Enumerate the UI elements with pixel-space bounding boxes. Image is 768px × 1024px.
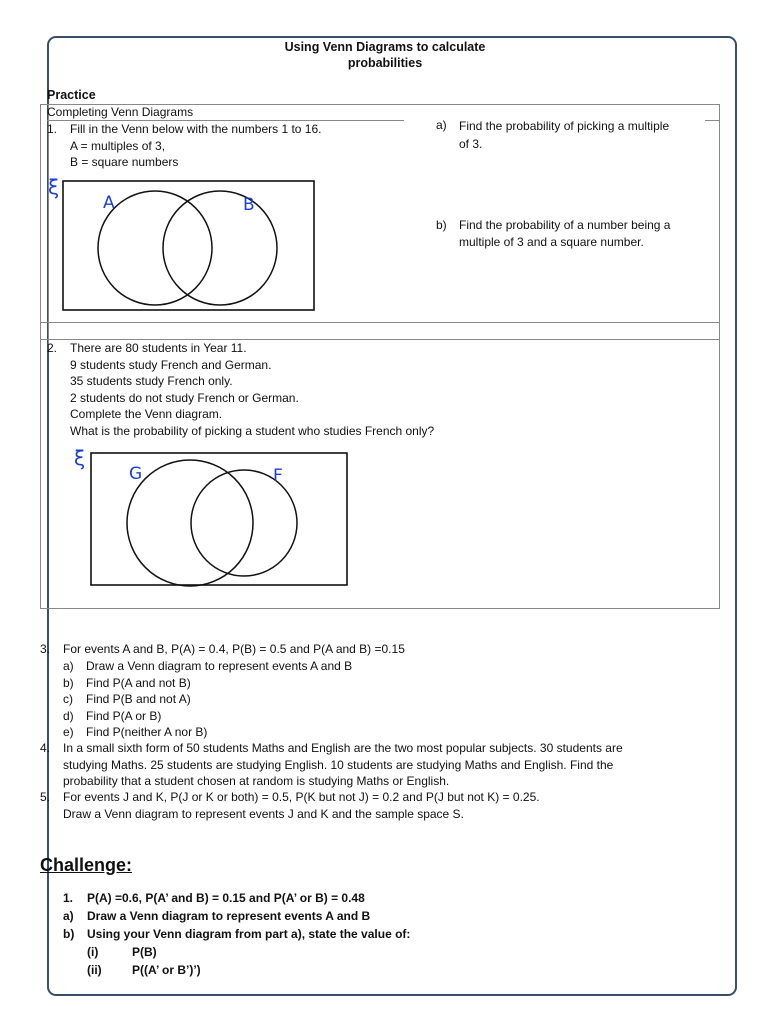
- q1-label-a: A: [103, 193, 115, 213]
- q3-part-e-text: Find P(neither A nor B): [86, 725, 208, 739]
- q1-number: 1.: [47, 122, 58, 136]
- q3-number: 3.: [40, 642, 51, 656]
- q4-line-3: probability that a student chosen at random is studying Maths or English.: [63, 774, 450, 788]
- q3-part-b-label: b): [63, 675, 74, 690]
- challenge-ii-text: P((A’ or B’)’): [132, 963, 201, 977]
- table-bottom-rule: [40, 608, 720, 609]
- q3-part-b: [63, 675, 352, 692]
- q3-part-d-text: Find P(A or B): [86, 708, 162, 723]
- q1b-label: b): [436, 218, 447, 232]
- q1-text: [70, 121, 321, 171]
- q2-label-f: F: [273, 466, 283, 486]
- q1a-label: a): [436, 118, 447, 132]
- label-underline-right: [705, 120, 720, 121]
- worksheet-title: [200, 39, 570, 71]
- q1-line-3: B = square numbers: [70, 155, 179, 169]
- challenge-q1-text: P(A) =0.6, P(A’ and B) = 0.15 and P(A’ or B) = 0.48: [87, 891, 365, 905]
- challenge-a-text: Draw a Venn diagram to represent events A and B: [87, 909, 371, 923]
- q2-line-1: There are 80 students in Year 11.: [70, 341, 247, 355]
- challenge-b-text: Using your Venn diagram from part a), state the value of:: [87, 927, 411, 941]
- q2-line-4: 2 students do not study French or German.: [70, 390, 299, 405]
- q1-circle-a: [98, 191, 212, 305]
- q5-text: [63, 789, 540, 822]
- q1a-text: [459, 117, 669, 153]
- q3-part-d: [63, 708, 352, 725]
- q1-venn-diagram: [40, 170, 330, 320]
- q2-venn-diagram: [68, 442, 358, 592]
- q5-number: 5.: [40, 790, 51, 804]
- q2-number: 2.: [47, 341, 58, 355]
- q2-line-6: What is the probability of picking a student who studies French only?: [70, 423, 435, 438]
- challenge-a-label: a): [63, 909, 74, 923]
- challenge-b-label: b): [63, 927, 75, 941]
- q2-universal-symbol: ξ: [74, 446, 86, 470]
- q3-part-c-label: c): [63, 692, 73, 706]
- q1-label-b: B: [243, 195, 255, 215]
- q2-label-g: G: [129, 464, 143, 484]
- challenge-i-text: P(B): [132, 945, 157, 959]
- q4-line-2: studying Maths. 25 students are studying English. 10 students are studying Maths and English. Find the: [63, 757, 614, 772]
- q1b-text: [459, 217, 670, 251]
- challenge-ii-label: (ii): [87, 963, 102, 977]
- q1-line-1: Fill in the Venn below with the numbers 1 to 16.: [70, 122, 322, 136]
- q4-line-1: In a small sixth form of 50 students Maths and English are the two most popular subjects. 30 students are: [63, 741, 623, 755]
- q1a-line-1: Find the probability of picking a multiple: [459, 119, 670, 133]
- challenge-q1-number: 1.: [63, 891, 74, 905]
- q1-circle-b: [163, 191, 277, 305]
- q3-part-d-label: d): [63, 708, 74, 723]
- q3-parts: [63, 658, 352, 741]
- q3-part-c: [63, 691, 352, 708]
- table-right-rule: [719, 104, 720, 609]
- challenge-i-label: (i): [87, 945, 99, 959]
- q1a-line-2: of 3.: [459, 137, 483, 151]
- q2-line-3: 35 students study French only.: [70, 374, 233, 388]
- row-divider-1: [40, 322, 720, 323]
- practice-heading: Practice: [47, 88, 96, 102]
- q3-part-a-text: Draw a Venn diagram to represent events A and B: [86, 659, 353, 673]
- title-line-2: probabilities: [347, 56, 423, 70]
- q2-line-2: 9 students study French and German.: [70, 357, 272, 372]
- q2-circle-g: [127, 460, 253, 586]
- q3-part-e-label: e): [63, 725, 74, 739]
- q2-text: [70, 340, 434, 439]
- q5-line-1: For events J and K, P(J or K or both) = 0.5, P(K but not J) = 0.2 and P(J but not K) = 0.25.: [63, 790, 540, 804]
- q3-part-b-text: Find P(A and not B): [86, 675, 191, 690]
- q1-line-2: A = multiples of 3,: [70, 138, 166, 153]
- title-line-1: Using Venn Diagrams to calculate: [284, 40, 486, 54]
- q4-text: [63, 740, 623, 790]
- section-label: Completing Venn Diagrams: [47, 105, 194, 119]
- q3-part-a: [63, 658, 352, 675]
- challenge-heading: Challenge:: [40, 855, 133, 875]
- q5-line-2: Draw a Venn diagram to represent events J and K and the sample space S.: [63, 806, 464, 821]
- q4-number: 4.: [40, 741, 51, 755]
- q1-universal-symbol: ξ: [48, 175, 60, 199]
- q1b-line-2: multiple of 3 and a square number.: [459, 235, 644, 249]
- q3-part-e: [63, 724, 352, 741]
- q3-part-a-label: a): [63, 659, 74, 673]
- q1b-line-1: Find the probability of a number being a: [459, 218, 671, 232]
- q2-line-5: Complete the Venn diagram.: [70, 407, 223, 421]
- q3-part-c-text: Find P(B and not A): [86, 692, 191, 706]
- q3-intro: For events A and B, P(A) = 0.4, P(B) = 0.5 and P(A and B) =0.15: [63, 642, 405, 656]
